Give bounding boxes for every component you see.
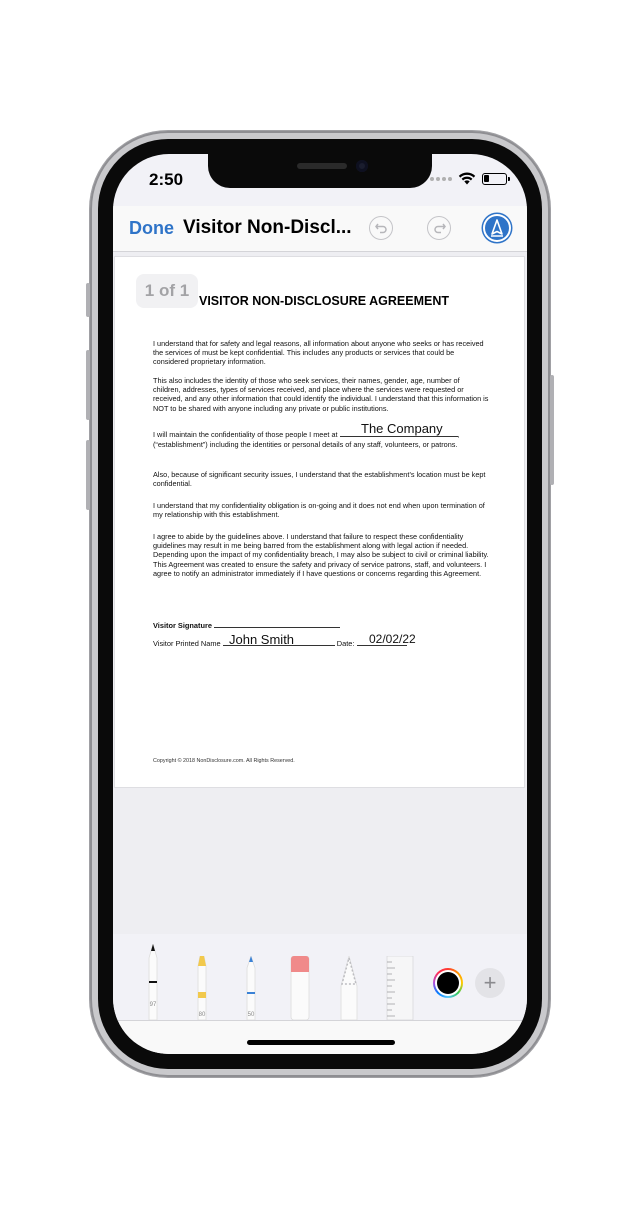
notch <box>208 154 432 188</box>
printed-name-row: Visitor Printed Name Date: <box>153 639 407 648</box>
toolbar-base <box>113 1020 527 1054</box>
lasso-tool[interactable] <box>339 956 359 1020</box>
agreement-title: VISITOR NON-DISCLOSURE AGREEMENT <box>199 294 450 308</box>
battery-icon <box>482 173 507 185</box>
copyright-text: Copyright © 2018 NonDisclosure.com. All Rights Reserved. <box>153 758 295 764</box>
volume-down-button <box>86 440 90 510</box>
document-title: Visitor Non-Discl... <box>183 217 352 238</box>
paragraph-6: I agree to abide by the guidelines above. I understand that failure to respect these confidentiality guidelines may result in me being barred from the establishment along with legal action if needed. Depending upon the impact of my confidentiality breach, I may also be subject to civil or criminal liability. This Agreement was created to ensure the safety and privacy of service patrons, staff, and volunteers. I agree to notify an administrator immediately if I have questions or concerns regarding this Agreement. <box>153 532 489 578</box>
signature-label: Visitor Signature <box>153 621 340 630</box>
front-camera <box>356 160 368 172</box>
paragraph-3: I will maintain the confidentiality of those people I meet at , <box>153 430 460 439</box>
markup-pen-icon[interactable] <box>483 214 511 242</box>
undo-icon[interactable] <box>369 216 393 240</box>
status-time: 2:50 <box>149 170 184 189</box>
volume-up-button <box>86 350 90 420</box>
color-picker[interactable] <box>433 968 463 998</box>
home-indicator[interactable] <box>247 1040 395 1045</box>
paragraph-3-text: I will maintain the confidentiality of those people I meet at <box>153 430 338 439</box>
wifi-icon <box>458 172 476 185</box>
pen-tool[interactable] <box>143 944 163 1020</box>
company-fill: The Company <box>361 421 443 436</box>
paragraph-4: Also, because of significant security issues, I understand that the establishment’s location must be kept confidential. <box>153 470 486 489</box>
mute-switch <box>86 283 90 317</box>
marker-tool[interactable] <box>192 956 212 1020</box>
power-button <box>550 375 554 485</box>
pencil-tool[interactable] <box>241 956 261 1020</box>
signature-blank[interactable] <box>214 627 340 628</box>
printed-name-fill: John Smith <box>229 632 295 647</box>
signal-dots-icon <box>430 177 452 181</box>
date-fill: 02/02/22 <box>369 632 416 646</box>
selected-color-swatch <box>437 972 459 994</box>
nav-bar <box>113 206 527 252</box>
eraser-tool[interactable] <box>290 956 310 1020</box>
company-blank[interactable] <box>340 436 458 437</box>
markup-toolbar <box>113 934 527 1020</box>
add-button[interactable]: + <box>475 968 505 998</box>
ruler-tool[interactable] <box>386 956 414 1020</box>
pencil-width-label: 50 <box>247 1012 255 1018</box>
marker-width-label: 80 <box>198 1012 206 1018</box>
pen-width-label: 97 <box>149 1002 157 1008</box>
paragraph-2: This also includes the identity of those who seek services, their names, gender, age, number of children, addresses, types of services received, and place where the services were requested or received, and any other information that could identify the individual. I understand that this information is NOT to be shared with anyone including any private or public institutions. <box>153 376 489 413</box>
speaker <box>297 163 347 169</box>
paragraph-3b: (“establishment”) including the identities or personal details of any staff, volunteers, or patrons. <box>153 440 458 449</box>
page-indicator: 1 of 1 <box>136 274 198 308</box>
redo-icon[interactable] <box>427 216 451 240</box>
done-button[interactable]: Done <box>129 218 174 238</box>
status-icons <box>430 172 507 185</box>
date-label: Date: <box>336 639 355 648</box>
document-page[interactable] <box>115 257 524 787</box>
paragraph-5: I understand that my confidentiality obligation is on-going and it does not end when upon termination of my relationship with this establishment. <box>153 501 485 520</box>
paragraph-1: I understand that for safety and legal reasons, all information about anyone who seeks or has received the services of must be kept confidential. This includes any products or services that could be considered proprietary information. <box>153 339 484 367</box>
screen <box>113 154 527 1054</box>
